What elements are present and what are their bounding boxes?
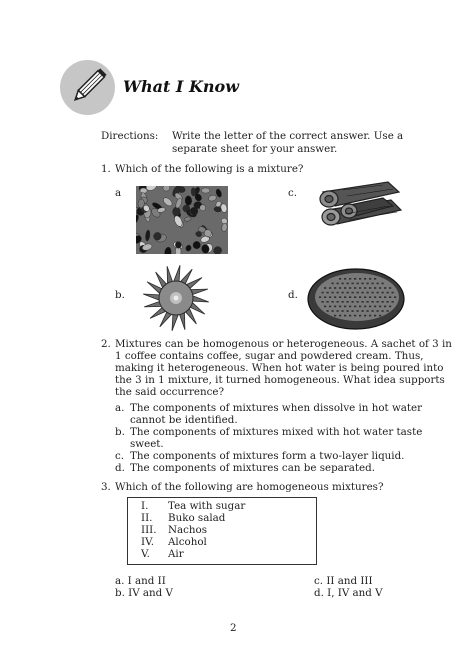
q2-line-2: 1 coffee contains coffee, sugar and powdered cream. Thus,	[115, 350, 424, 362]
q2-option-b-line-1: The components of mixtures mixed with hot water taste	[130, 426, 423, 438]
statement-numeral: I.	[141, 500, 149, 512]
q3-option-b: b. IV and V	[115, 587, 173, 599]
q2-line-5: the said occurrence?	[115, 386, 225, 398]
q2-option-d-line-1: The components of mixtures can be separated.	[130, 462, 375, 474]
q3-option-a: a. I and II	[115, 575, 166, 587]
statement-numeral: II.	[141, 512, 153, 524]
q1-option-d: d.	[288, 289, 298, 301]
q2-line-4: the 3 in 1 mixture, it turned homogeneous. What idea supports	[115, 374, 445, 386]
q2-option-d-letter: d.	[115, 462, 125, 474]
q2-line-1: Mixtures can be homogenous or heterogeneous. A sachet of 3 in	[115, 338, 452, 350]
header-icon-circle	[60, 60, 115, 115]
directions-label: Directions:	[101, 130, 159, 142]
statement-text: Buko salad	[168, 512, 226, 524]
q1-number: 1.	[101, 163, 111, 175]
q2-option-a-letter: a.	[115, 402, 125, 414]
statement-text: Nachos	[168, 524, 208, 536]
q3-number: 3.	[101, 481, 111, 493]
q2-option-b-line-2: sweet.	[130, 438, 164, 450]
q2-option-c-letter: c.	[115, 450, 125, 462]
sun-image	[141, 262, 211, 334]
page-number: 2	[230, 622, 237, 634]
q1-option-b: b.	[115, 289, 125, 301]
q2-option-c-line-1: The components of mixtures form a two-layer liquid.	[130, 450, 405, 462]
q2-option-b-letter: b.	[115, 426, 125, 438]
q1-option-a: a	[115, 187, 122, 199]
q3-text: Which of the following are homogeneous mixtures?	[115, 481, 384, 493]
statement-text: Air	[168, 548, 184, 560]
logs-image	[313, 180, 403, 235]
q1-text: Which of the following is a mixture?	[115, 163, 304, 175]
q3-option-d: d. I, IV and V	[314, 587, 383, 599]
q2-option-a-line-1: The components of mixtures when dissolve in hot water	[130, 402, 423, 414]
section-heading: What I Know	[123, 77, 239, 96]
flatbread-image	[305, 266, 407, 332]
directions-line-2: separate sheet for your answer.	[172, 143, 338, 155]
q2-line-3: making it heterogeneous. When hot water is being poured into	[115, 362, 444, 374]
directions-line-1: Write the letter of the correct answer. Use a	[172, 130, 404, 142]
q2-number: 2.	[101, 338, 111, 350]
statement-numeral: III.	[141, 524, 157, 536]
mixed-beans-image	[136, 186, 228, 254]
statement-numeral: IV.	[141, 536, 154, 548]
q1-option-c: c.	[288, 187, 298, 199]
statement-text: Alcohol	[168, 536, 207, 548]
q3-option-c: c. II and III	[314, 575, 373, 587]
statement-text: Tea with sugar	[168, 500, 246, 512]
pencil-icon	[60, 60, 115, 115]
statement-numeral: V.	[141, 548, 150, 560]
q2-option-a-line-2: cannot be identified.	[130, 414, 238, 426]
